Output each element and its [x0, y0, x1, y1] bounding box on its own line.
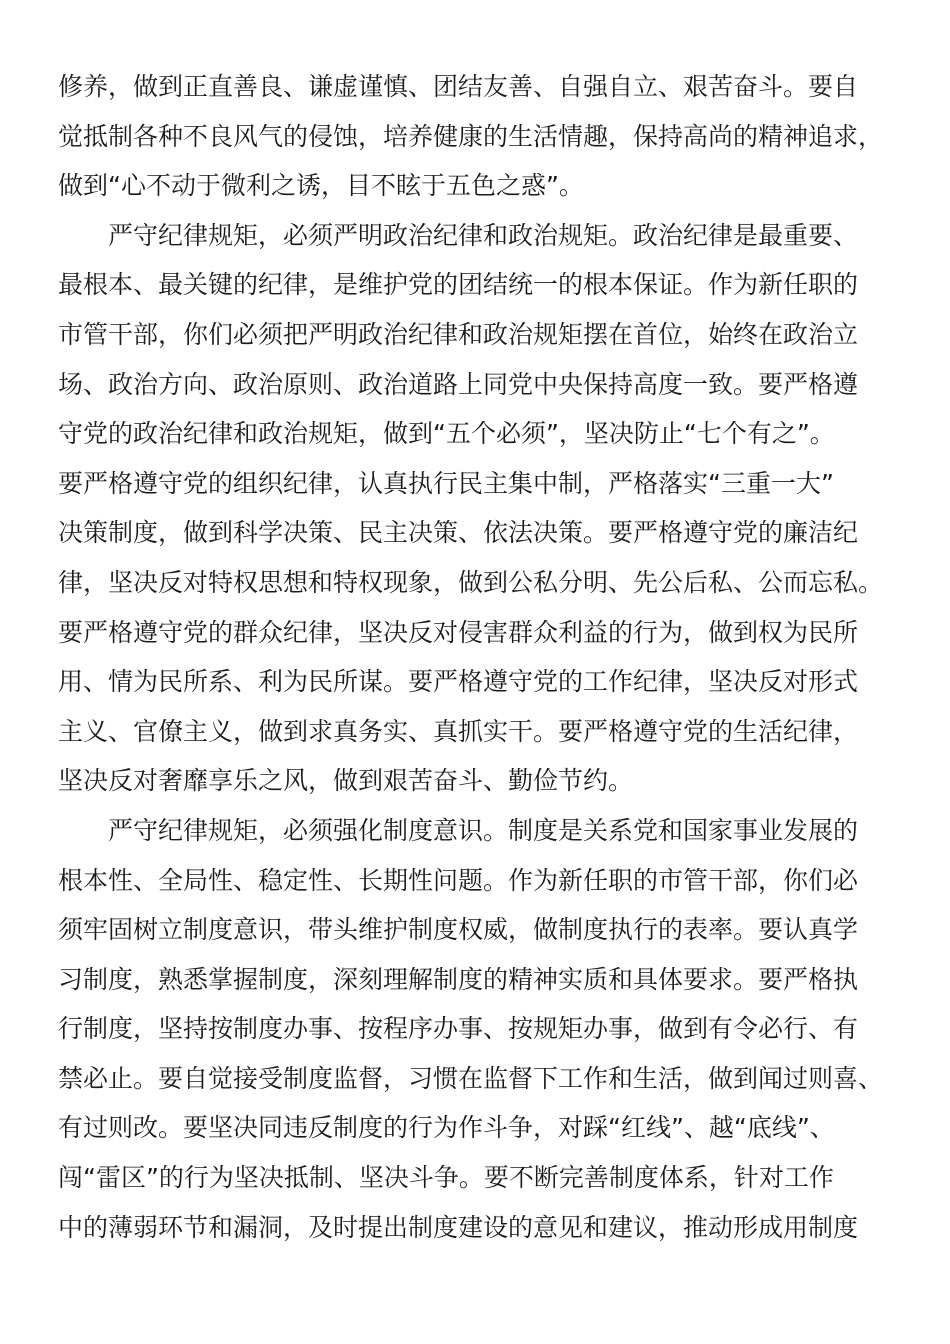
text-line: 要严格遵守党的群众纪律，坚决反对侵害群众利益的行为，做到权为民所 [58, 617, 859, 647]
text-line: 最根本、最关键的纪律，是维护党的团结统一的根本保证。作为新任职的 [58, 270, 859, 300]
text-line: 律，坚决反对特权思想和特权现象，做到公私分明、先公后私、公而忘私。 [58, 567, 884, 597]
paragraph-start-line: 严守纪律规矩，必须严明政治纪律和政治规矩。政治纪律是最重要、 [108, 220, 859, 250]
text-line: 禁必止。要自觉接受制度监督，习惯在监督下工作和生活，做到闻过则喜、 [58, 1063, 884, 1093]
text-line: 根本性、全局性、稳定性、长期性问题。作为新任职的市管干部，你们必 [58, 865, 859, 895]
text-line: 习制度，熟悉掌握制度，深刻理解制度的精神实质和具体要求。要严格执 [58, 964, 859, 994]
text-line: 决策制度，做到科学决策、民主决策、依法决策。要严格遵守党的廉洁纪 [58, 518, 859, 548]
text-line: 做到“心不动于微利之诱，目不眩于五色之惑”。 [58, 171, 584, 201]
text-line: 觉抵制各种不良风气的侵蚀，培养健康的生活情趣，保持高尚的精神追求， [58, 121, 884, 151]
text-line: 行制度，坚持按制度办事、按程序办事、按规矩办事，做到有令必行、有 [58, 1014, 859, 1044]
text-line: 须牢固树立制度意识，带头维护制度权威，做制度执行的表率。要认真学 [58, 915, 859, 945]
text-line: 市管干部，你们必须把严明政治纪律和政治规矩摆在首位，始终在政治立 [58, 319, 859, 349]
text-line: 主义、官僚主义，做到求真务实、真抓实干。要严格遵守党的生活纪律， [58, 716, 859, 746]
text-line: 守党的政治纪律和政治规矩，做到“五个必须”，坚决防止“七个有之”。 [58, 419, 835, 449]
text-line: 修养，做到正直善良、谦虚谨慎、团结友善、自强自立、艰苦奋斗。要自 [58, 72, 859, 101]
text-line: 中的薄弱环节和漏洞，及时提出制度建设的意见和建议，推动形成用制度 [58, 1212, 859, 1242]
paragraph-start-line: 严守纪律规矩，必须强化制度意识。制度是关系党和国家事业发展的 [108, 815, 859, 845]
text-line: 要严格遵守党的组织纪律，认真执行民主集中制，严格落实“三重一大” [58, 468, 834, 498]
text-line: 场、政治方向、政治原则、政治道路上同党中央保持高度一致。要严格遵 [58, 369, 859, 399]
text-line: 有过则改。要坚决同违反制度的行为作斗争，对踩“红线”、越“底线”、 [58, 1113, 835, 1143]
text-line: 闯“雷区”的行为坚决抵制、坚决斗争。要不断完善制度体系，针对工作 [58, 1163, 834, 1193]
text-line: 坚决反对奢靡享乐之风，做到艰苦奋斗、勤俭节约。 [58, 766, 634, 796]
text-line: 用、情为民所系、利为民所谋。要严格遵守党的工作纪律，坚决反对形式 [58, 667, 859, 697]
document-page [58, 62, 894, 1252]
